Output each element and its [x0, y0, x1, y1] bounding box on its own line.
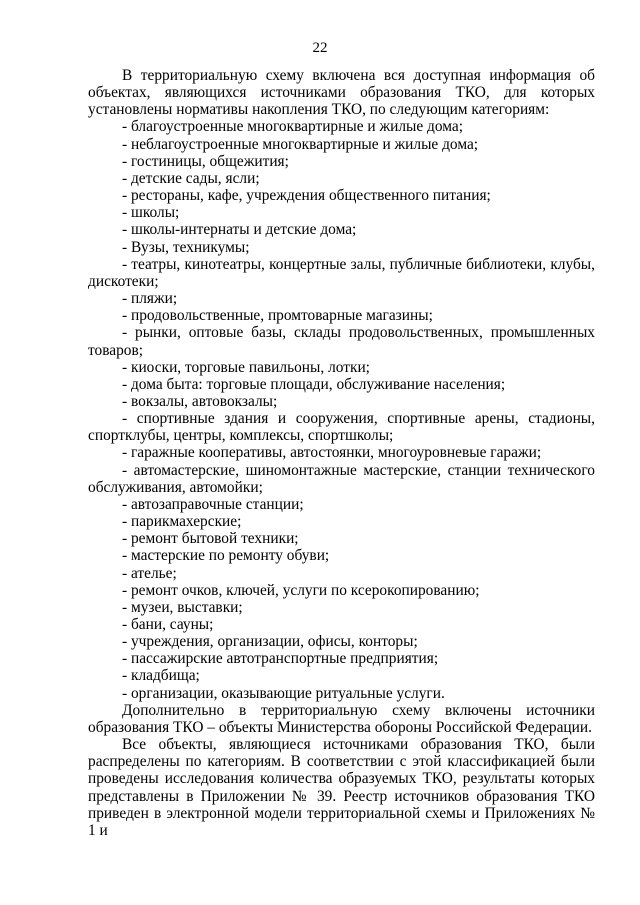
list-item: - гаражные кооперативы, автостоянки, многоуровневые гаражи; [122, 444, 542, 462]
closing-paragraph: Все объекты, являющиеся источниками образования ТКО, были распределены по категориям. В соответствии с этой классификацией были проведены исследования количества образуемых ТКО, результаты которых представлены в Приложении № 39. Реестр источников образования ТКО приведен в электронной модели территориальной схемы и Приложениях № 1 и [88, 736, 595, 839]
list-item: - организации, оказывающие ритуальные услуги. [122, 684, 445, 702]
additional-paragraph: Дополнительно в территориальную схему включены источники образования ТКО – объекты Министерства обороны Российской Федерации. [88, 701, 595, 736]
list-item: - рынки, оптовые базы, склады продовольственных, промышленных товаров; [88, 324, 595, 359]
list-item: - детские сады, ясли; [122, 169, 260, 187]
list-item: - дома быта: торговые площади, обслуживание населения; [122, 375, 506, 393]
list-item: - спортивные здания и сооружения, спортивные арены, стадионы, спортклубы, центры, комплексы, спортшколы; [88, 410, 595, 445]
list-item: - ремонт очков, ключей, услуги по ксерокопированию; [122, 581, 480, 599]
list-item: - продовольственные, промтоварные магазины; [122, 307, 433, 325]
list-item: - Вузы, техникумы; [122, 238, 250, 256]
list-item: - автомастерские, шиномонтажные мастерские, станции технического обслуживания, автомойки; [88, 461, 595, 496]
list-item: - учреждения, организации, офисы, конторы; [122, 633, 418, 651]
list-item: - ателье; [122, 564, 177, 582]
list-item: - музеи, выставки; [122, 598, 243, 616]
list-item: - киоски, торговые павильоны, лотки; [122, 358, 370, 376]
page-number: 22 [312, 40, 328, 56]
page-body [88, 67, 595, 839]
list-item: - благоустроенные многоквартирные и жилые дома; [122, 118, 464, 136]
list-item: - пляжи; [122, 290, 178, 308]
list-item: - мастерские по ремонту обуви; [122, 547, 330, 565]
list-item: - гостиницы, общежития; [122, 152, 289, 170]
list-item: - автозаправочные станции; [122, 495, 304, 513]
list-item: - школы; [122, 204, 180, 222]
list-item: - бани, сауны; [122, 616, 214, 633]
list-item: - парикмахерские; [122, 513, 242, 531]
list-item: - пассажирские автотранспортные предприятия; [122, 650, 439, 668]
list-item: - неблагоустроенные многоквартирные и жилые дома; [122, 135, 479, 153]
list-item: - вокзалы, автовокзалы; [122, 392, 278, 410]
list-item: - театры, кинотеатры, концертные залы, публичные библиотеки, клубы, дискотеки; [88, 255, 595, 290]
list-item: - школы-интернаты и детские дома; [122, 221, 357, 239]
list-item: - кладбища; [122, 667, 200, 685]
source-categories-list [88, 118, 595, 701]
list-item: - ремонт бытовой техники; [122, 530, 299, 548]
list-item: - рестораны, кафе, учреждения общественного питания; [122, 187, 491, 205]
intro-paragraph: В территориальную схему включена вся доступная информация об объектах, являющихся источниками образования ТКО, для которых установлены нормативы накопления ТКО, по следующим категориям: [88, 67, 595, 119]
